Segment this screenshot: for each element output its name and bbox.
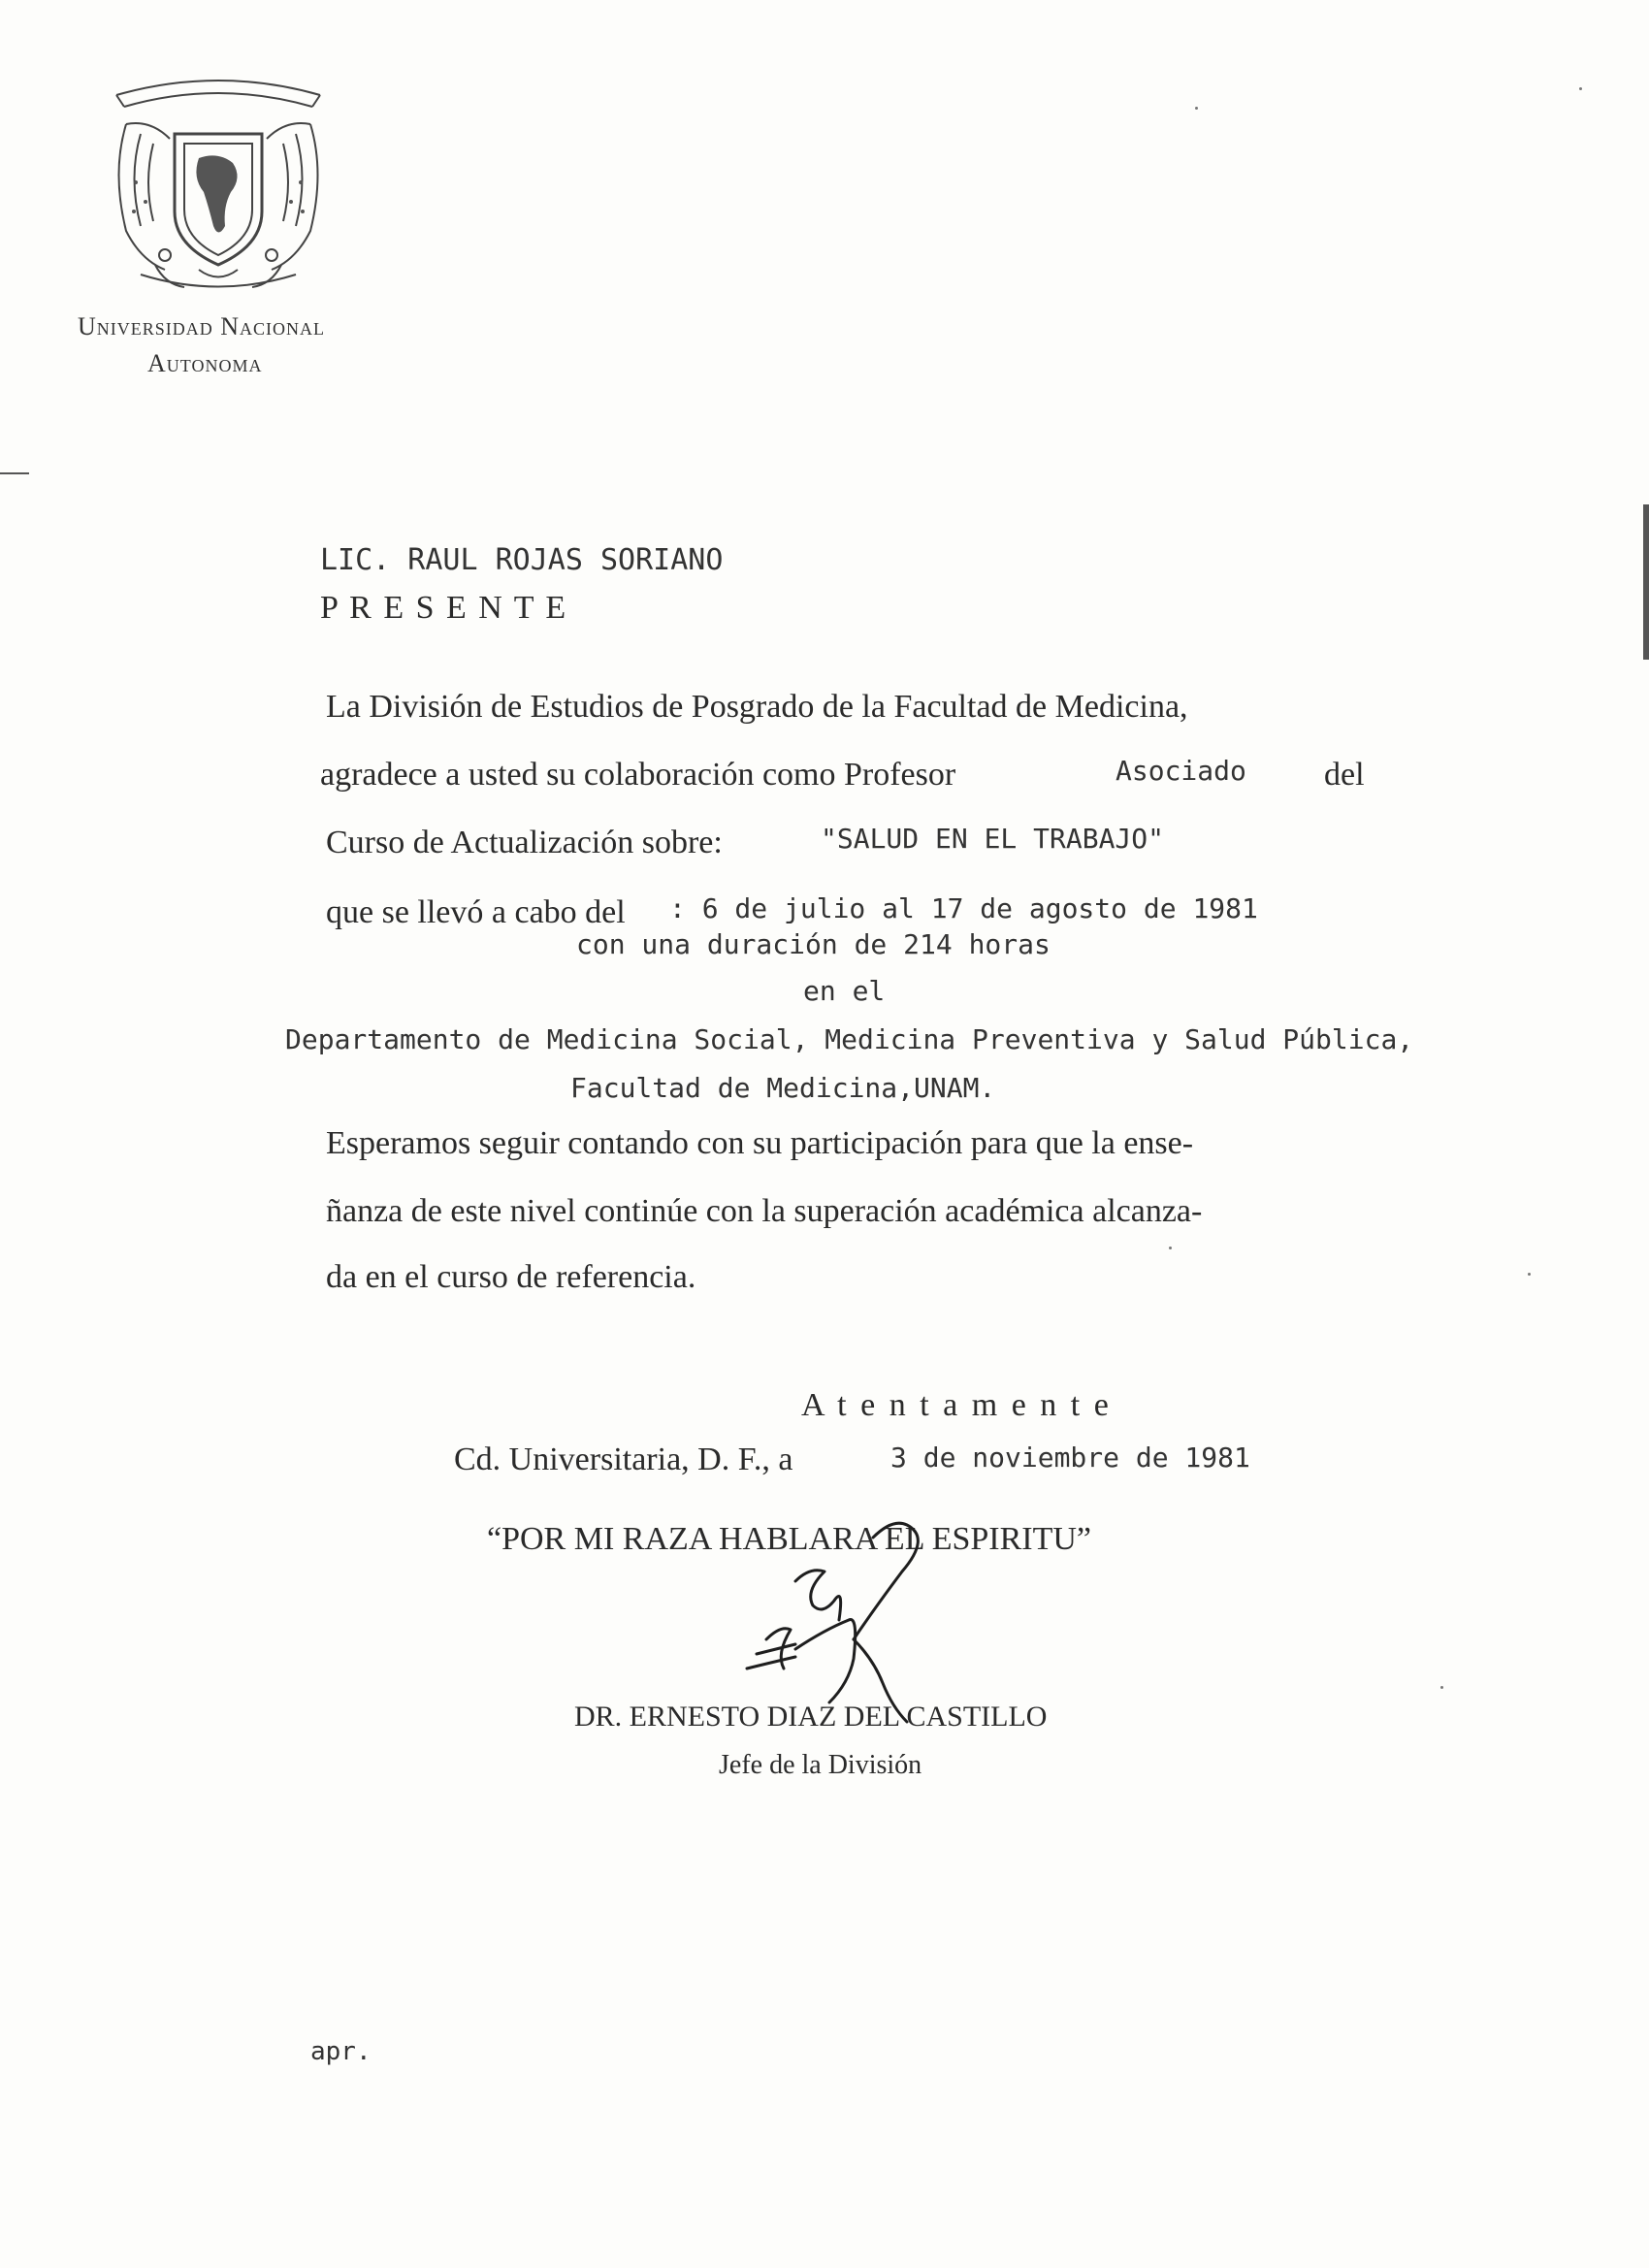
body-line-7: da en el curso de referencia.: [326, 1259, 696, 1295]
atentamente-label: A t e n t a m e n t e: [801, 1387, 1112, 1423]
body-line-3: Curso de Actualización sobre:: [326, 825, 723, 860]
faculty-name: Facultad de Medicina,UNAM.: [570, 1072, 996, 1104]
body-line-4: que se llevó a cabo del: [326, 894, 626, 930]
university-name-line2: Autonoma: [147, 349, 263, 377]
course-title: "SALUD EN EL TRABAJO": [821, 823, 1165, 855]
scan-speck: [1195, 107, 1198, 110]
unam-seal-icon: [97, 66, 340, 308]
en-el-label: en el: [803, 975, 886, 1007]
scan-speck: [1440, 1686, 1443, 1689]
presente-label: P R E S E N T E: [320, 590, 568, 626]
university-name-line1: Universidad Nacional: [78, 312, 326, 340]
recipient-name: LIC. RAUL ROJAS SORIANO: [320, 543, 724, 577]
scan-mark: [0, 472, 29, 474]
motto: “POR MI RAZA HABLARA EL ESPIRITU”: [487, 1521, 1092, 1557]
typist-initials: apr.: [310, 2037, 372, 2066]
department-name: Departamento de Medicina Social, Medicina Preventiva y Salud Pública,: [285, 1023, 1414, 1055]
place-label: Cd. Universitaria, D. F., a: [454, 1442, 793, 1477]
signer-position: Jefe de la División: [719, 1750, 922, 1780]
course-duration: con una duración de 214 horas: [576, 928, 1051, 960]
scan-edge: [1643, 504, 1649, 660]
scan-speck: [1579, 87, 1582, 90]
body-line-1: La División de Estudios de Posgrado de la Facultad de Medicina,: [326, 689, 1188, 725]
course-dates: : 6 de julio al 17 de agosto de 1981: [669, 892, 1258, 924]
body-line-2-end: del: [1324, 757, 1365, 793]
signer-name: DR. ERNESTO DIAZ DEL CASTILLO: [574, 1701, 1048, 1733]
body-line-6: ñanza de este nivel continúe con la superación académica alcanza-: [326, 1193, 1203, 1229]
profesor-type: Asociado: [1116, 755, 1246, 787]
body-line-5: Esperamos seguir contando con su participación para que la ense-: [326, 1125, 1194, 1161]
body-line-2: agradece a usted su colaboración como Profesor: [320, 757, 956, 793]
scan-speck: [1169, 1247, 1172, 1249]
scan-speck: [1528, 1273, 1531, 1276]
letter-date: 3 de noviembre de 1981: [890, 1442, 1250, 1474]
